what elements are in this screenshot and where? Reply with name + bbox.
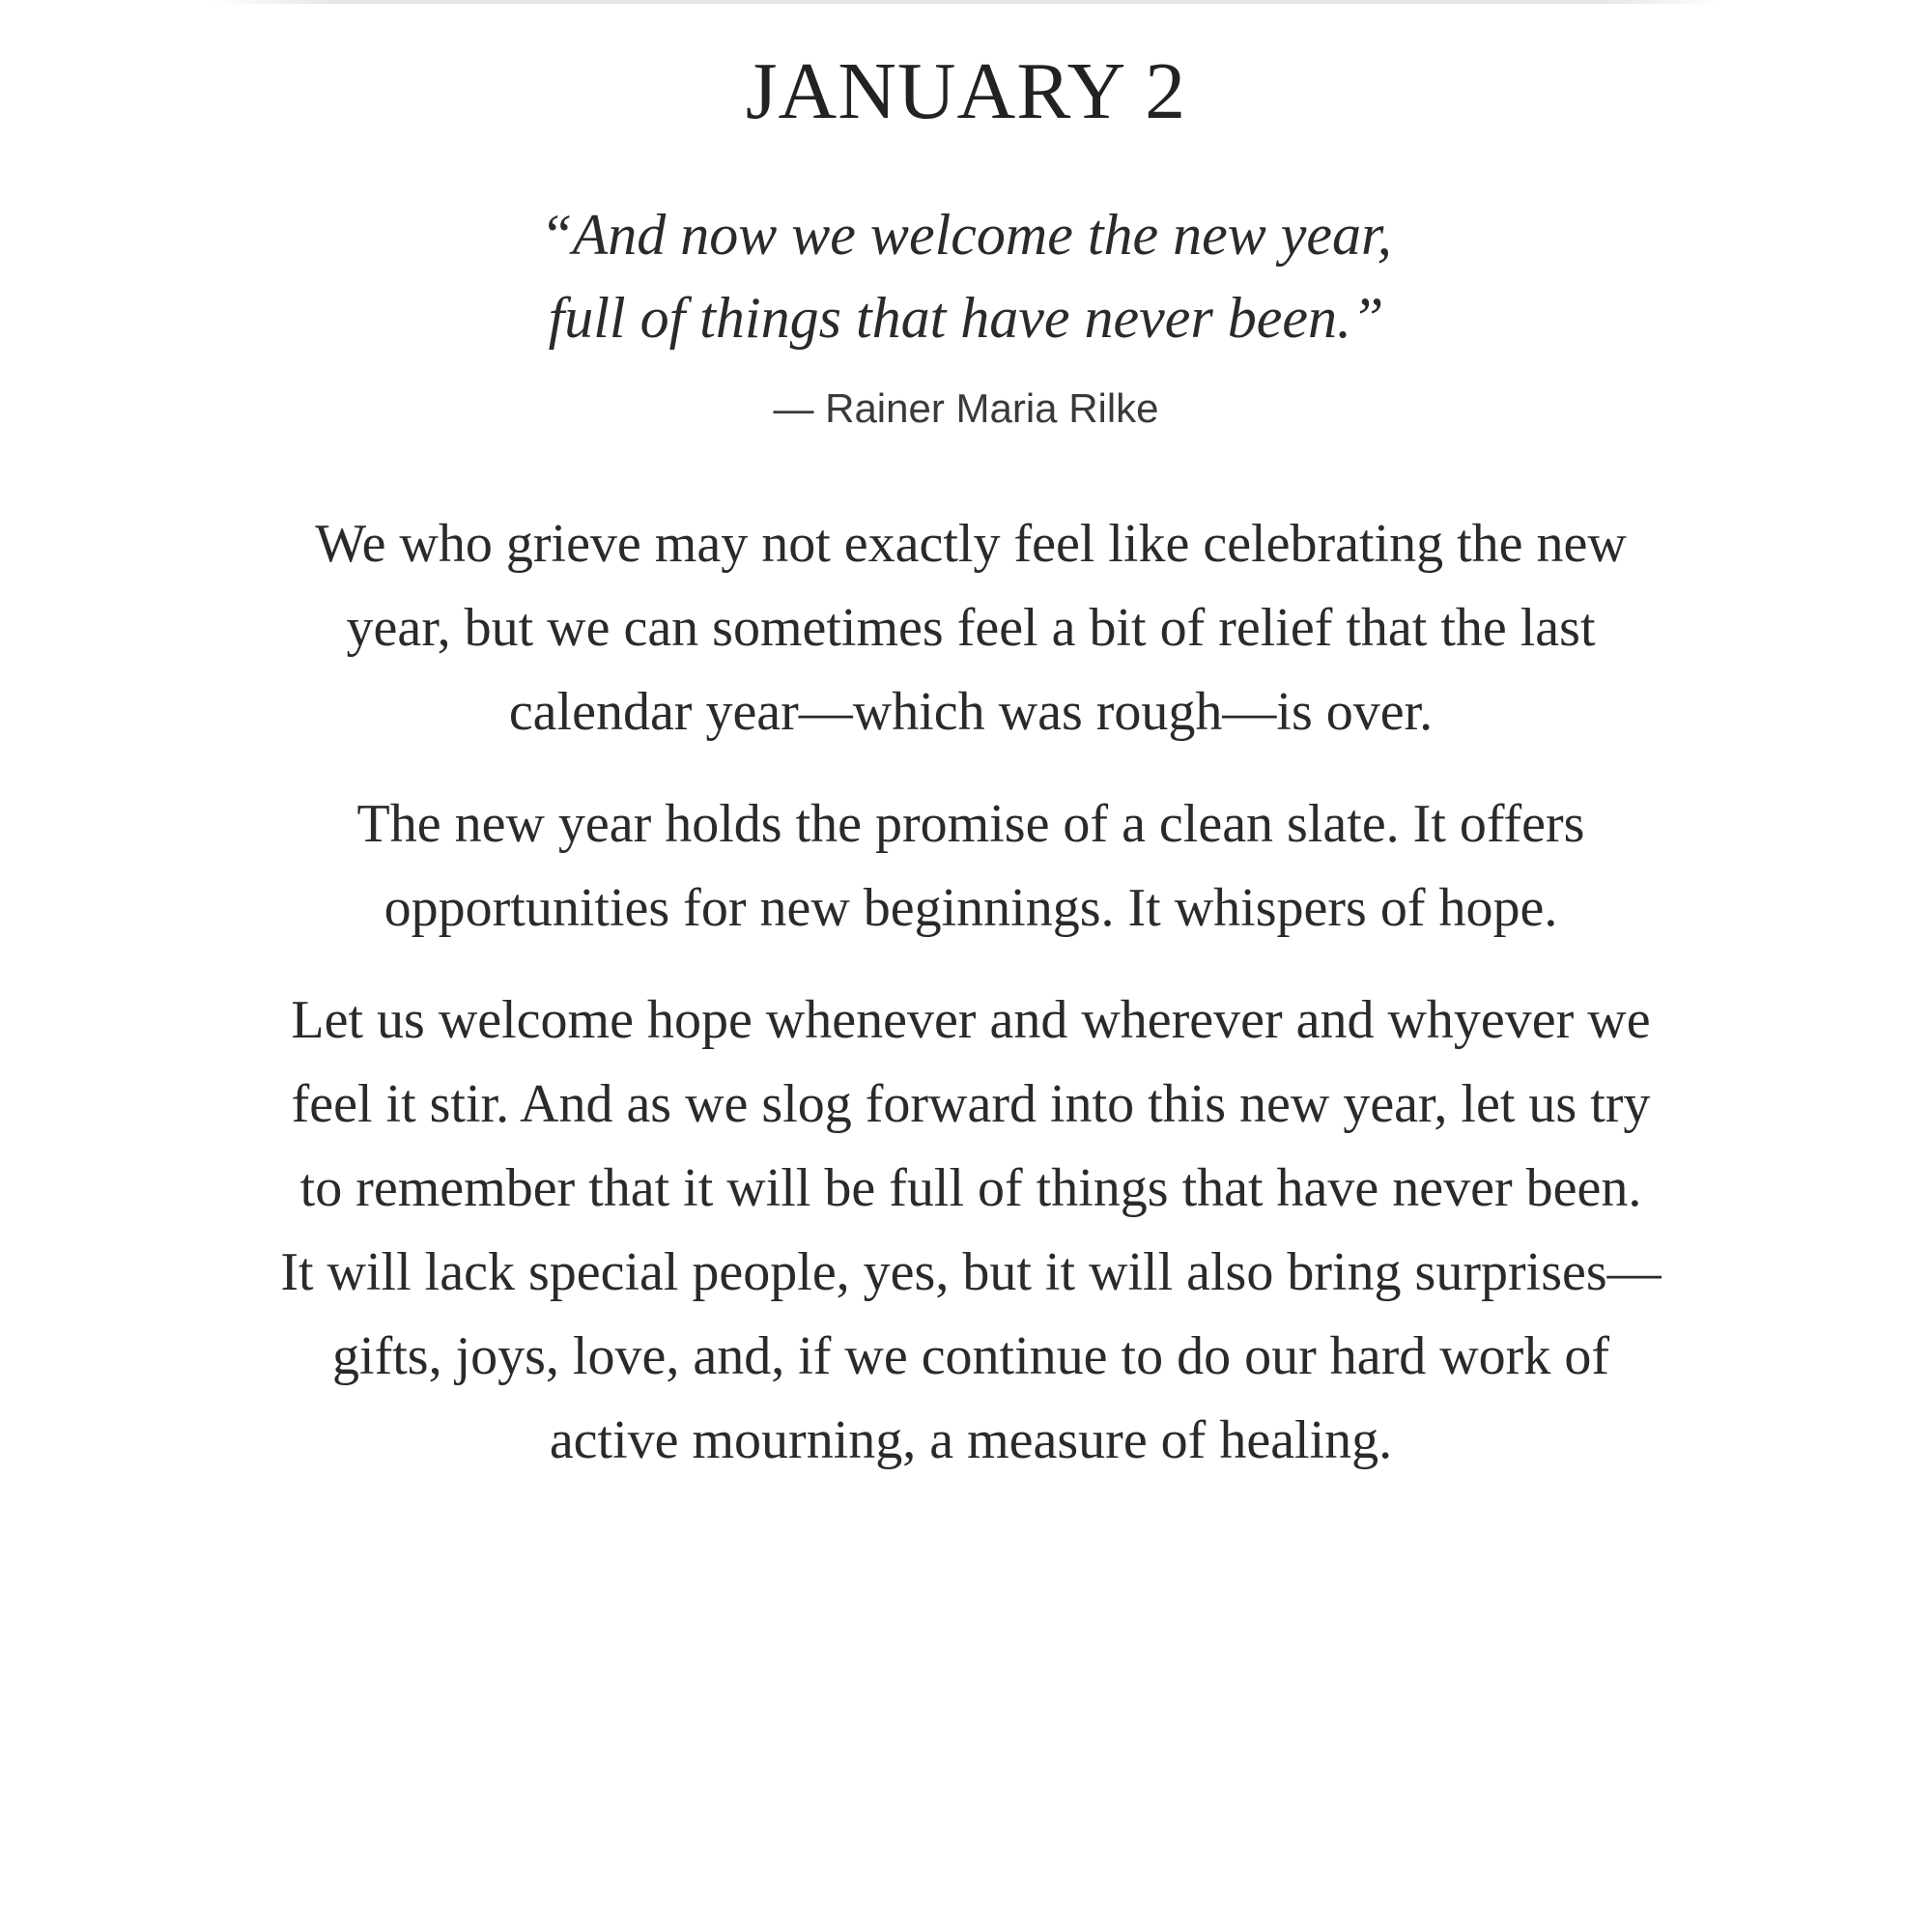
- quote-line: full of things that have never been.”: [548, 286, 1384, 350]
- quote-line: “And now we welcome the new year,: [540, 203, 1392, 267]
- paragraph-line: gifts, joys, love, and, if we continue to do our hard work of: [332, 1326, 1609, 1386]
- paragraph-line: The new year holds the promise of a clean slate. It offers: [356, 794, 1585, 854]
- epigraph-quote: [0, 193, 1932, 359]
- page-title: JANUARY 2: [745, 46, 1187, 136]
- top-edge-divider: [213, 0, 1724, 4]
- paragraph-line: year, but we can sometimes feel a bit of relief that the last: [346, 598, 1596, 658]
- body-paragraph: [222, 502, 1719, 754]
- paragraph-line: calendar year—which was rough—is over.: [508, 682, 1434, 742]
- paragraph-line: Let us welcome hope whenever and wherever and whyever we: [291, 990, 1651, 1050]
- paragraph-line: opportunities for new beginnings. It whispers of hope.: [384, 878, 1558, 938]
- body-paragraph: [222, 782, 1719, 951]
- paragraph-line: We who grieve may not exactly feel like celebrating the new: [315, 514, 1627, 574]
- quote-attribution: — Rainer Maria Rilke: [773, 385, 1159, 431]
- paragraph-line: It will lack special people, yes, but it will also bring surprises—: [280, 1242, 1662, 1302]
- body-paragraph: [222, 979, 1719, 1483]
- paragraph-line: to remember that it will be full of things that have never been.: [299, 1158, 1642, 1218]
- paragraph-line: active mourning, a measure of healing.: [549, 1410, 1393, 1470]
- paragraph-line: feel it stir. And as we slog forward into this new year, let us try: [291, 1074, 1651, 1134]
